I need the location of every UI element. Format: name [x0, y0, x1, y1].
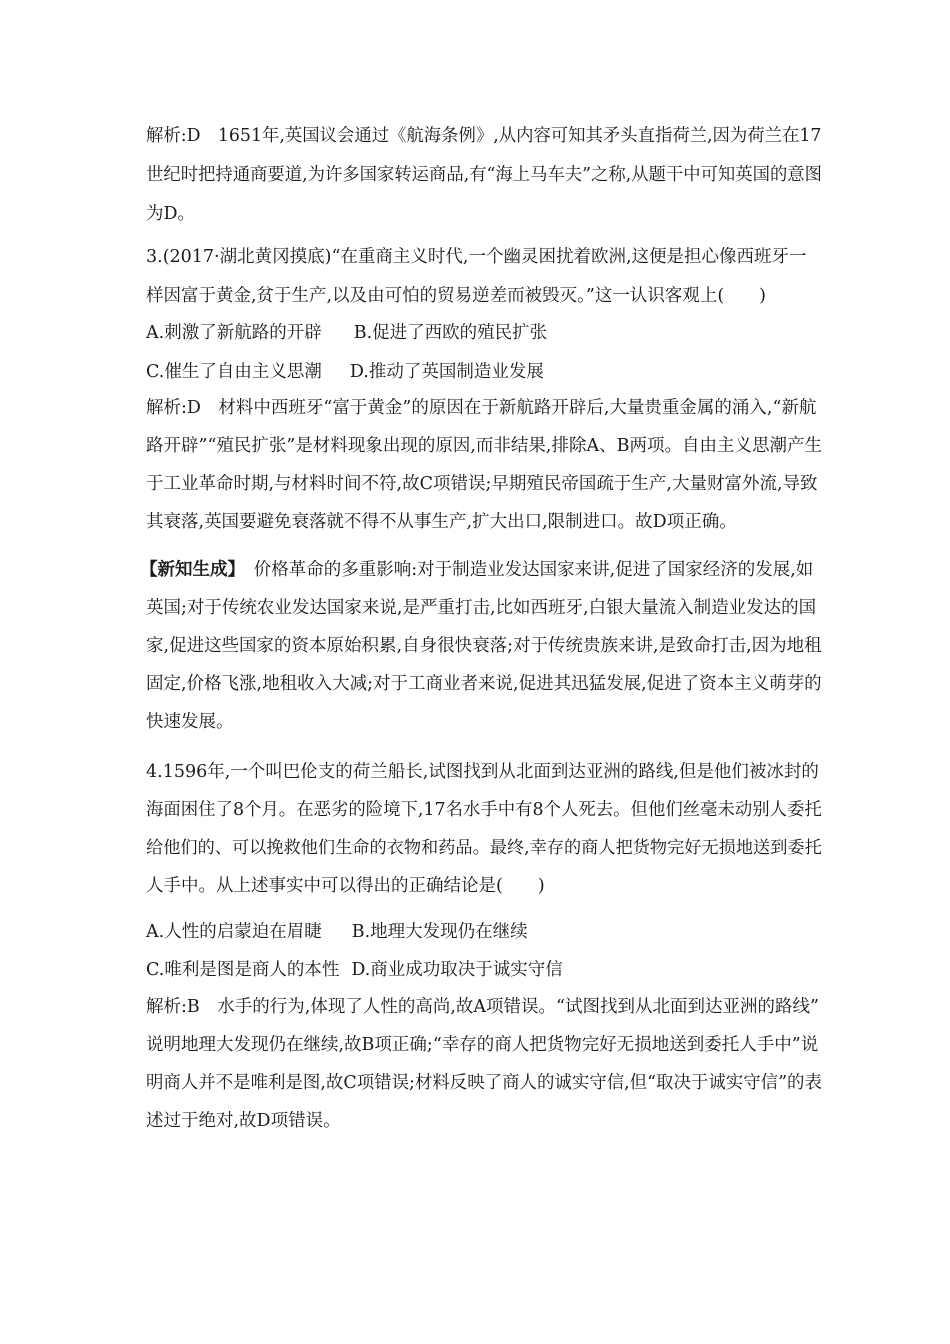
- text-line: 海面困住了8个月。在恶劣的险境下,17名水手中有8个人死去。但他们丝毫未动别人委托: [146, 800, 822, 820]
- text-line: 解析:D 1651年,英国议会通过《航海条例》,从内容可知其矛头直指荷兰,因为荷兰在17: [146, 126, 822, 146]
- text-line: 给他们的、可以挽救他们生命的衣物和药品。最终,幸存的商人把货物完好无损地送到委托: [146, 838, 822, 858]
- option-d: D.推动了英国制造业发展: [349, 362, 544, 382]
- question-4-options: [146, 924, 816, 982]
- text-line: 路开辟”“殖民扩张”是材料现象出现的原因,而非结果,排除A、B两项。自由主义思潮产生: [146, 436, 822, 456]
- option-c: C.唯利是图是商人的本性: [146, 960, 340, 980]
- option-row: [146, 924, 816, 944]
- option-a: A.人性的启蒙迫在眉睫: [146, 922, 322, 942]
- text-line: 固定,价格飞涨,地租收入大减;对于工商业者来说,促进其迅猛发展,促进了资本主义萌芽的: [146, 674, 822, 694]
- question-3-options: [146, 325, 816, 384]
- text-line: 为D。: [146, 204, 196, 224]
- option-b: B.促进了西欧的殖民扩张: [353, 323, 548, 343]
- question-3-stem: [146, 249, 816, 308]
- option-c: C.催生了自由主义思潮: [146, 362, 322, 382]
- text-line: 快速发展。: [146, 712, 234, 732]
- option-a: A.刺激了新航路的开辟: [146, 323, 322, 343]
- option-b: B.地理大发现仍在继续: [351, 922, 528, 942]
- question-3-analysis: [146, 398, 822, 534]
- text-line: 于工业革命时期,与材料时间不符,故C项错误;早期殖民帝国疏于生产,大量财富外流,导致: [146, 474, 818, 494]
- text-line: 解析:B 水手的行为,体现了人性的高尚,故A项错误。“试图找到从北面到达亚洲的路线”: [146, 997, 819, 1017]
- insight-block: [140, 560, 822, 734]
- text-line: 3.(2017·湖北黄冈摸底)“在重商主义时代,一个幽灵困扰着欧洲,这便是担心像西班牙一: [146, 247, 807, 267]
- insight-tag: 【新知生成】: [140, 560, 237, 580]
- question-4-analysis: [146, 997, 822, 1133]
- text-line: 样因富于黄金,贫于生产,以及由可怕的贸易逆差而被毁灭。”这一认识客观上( ): [146, 286, 766, 306]
- insight-first-line: 价格革命的多重影响:对于制造业发达国家来讲,促进了国家经济的发展,如: [236, 560, 814, 580]
- text-line: 说明地理大发现仍在继续,故B项正确;“幸存的商人把货物完好无损地送到委托人手中”说: [146, 1035, 819, 1055]
- text-line: 述过于绝对,故D项错误。: [146, 1111, 341, 1131]
- option-row: [146, 325, 816, 345]
- analysis-block-q2: [146, 126, 822, 226]
- option-d: D.商业成功取决于诚实守信: [351, 960, 563, 980]
- option-row: [146, 364, 816, 384]
- option-row: [146, 962, 816, 982]
- text-line: 其衰落,英国要避免衰落就不得不从事生产,扩大出口,限制进口。故D项正确。: [146, 512, 737, 532]
- question-4-stem: [146, 762, 822, 898]
- text-line: [140, 562, 816, 582]
- text-line: 英国;对于传统农业发达国家来说,是严重打击,比如西班牙,白银大量流入制造业发达的国: [146, 598, 817, 618]
- text-line: 人手中。从上述事实中可以得出的正确结论是( ): [146, 876, 545, 896]
- text-line: 4.1596年,一个叫巴伦支的荷兰船长,试图找到从北面到达亚洲的路线,但是他们被冰封的: [146, 762, 819, 782]
- text-line: 家,促进这些国家的资本原始积累,自身很快衰落;对于传统贵族来讲,是致命打击,因为地租: [146, 636, 822, 656]
- text-line: 解析:D 材料中西班牙“富于黄金”的原因在于新航路开辟后,大量贵重金属的涌入,“新航: [146, 398, 817, 418]
- text-line: 明商人并不是唯利是图,故C项错误;材料反映了商人的诚实守信,但“取决于诚实守信”的表: [146, 1073, 822, 1093]
- text-line: 世纪时把持通商要道,为许多国家转运商品,有“海上马车夫”之称,从题干中可知英国的意图: [146, 165, 822, 185]
